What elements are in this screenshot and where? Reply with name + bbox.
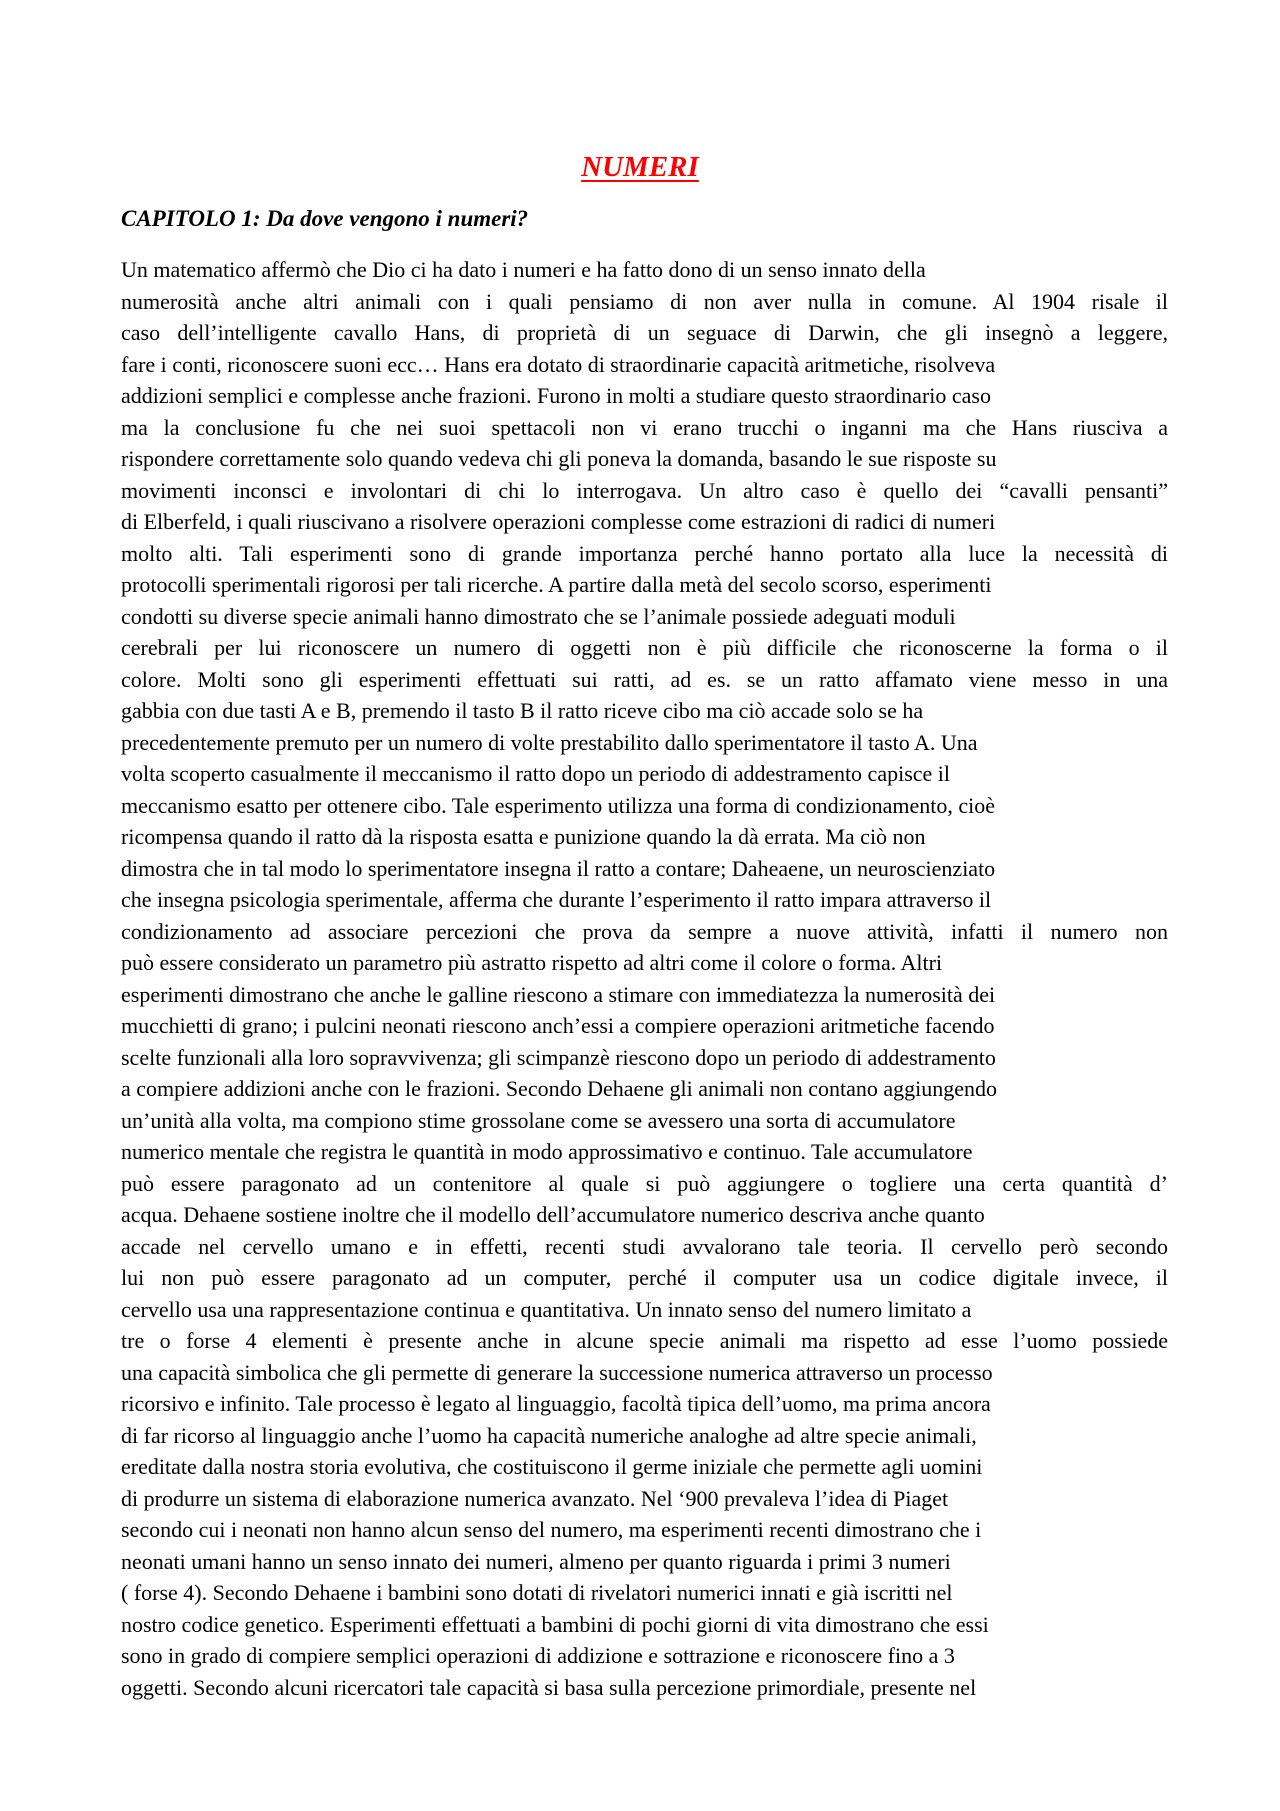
text-line: ereditate dalla nostra storia evolutiva, che costituiscono il germe iniziale che permette agli uomini	[121, 1454, 983, 1479]
text-line: volta scoperto casualmente il meccanismo il ratto dopo un periodo di addestramento capisce il	[121, 761, 951, 786]
text-line: scelte funzionali alla loro sopravvivenza; gli scimpanzè riescono dopo un periodo di addestramento	[121, 1044, 996, 1070]
text-line: secondo cui i neonati non hanno alcun senso del numero, ma esperimenti recenti dimostrano che i	[121, 1517, 982, 1542]
text-line: molto alti. Tali esperimenti sono di grande importanza perché hanno portato alla luce la necessità di	[121, 540, 1168, 566]
text-line: neonati umani hanno un senso innato dei numeri, almeno per quanto riguarda i primi 3 numeri	[121, 1548, 951, 1574]
text-line: meccanismo esatto per ottenere cibo. Tale esperimento utilizza una forma di condizionamento, cioè	[121, 792, 996, 818]
text-line: lui non può essere paragonato ad un computer, perché il computer usa un codice digitale invece, il	[121, 1265, 1168, 1290]
text-line: di Elberfeld, i quali riuscivano a risolvere operazioni complesse come estrazioni di radici di numeri	[121, 509, 996, 534]
text-line: a compiere addizioni anche con le frazioni. Secondo Dehaene gli animali non contano aggiungendo	[121, 1076, 998, 1101]
text-line: esperimenti dimostrano che anche le galline riescono a stimare con immediatezza la numerosità dei	[121, 981, 996, 1007]
text-line: condotti su diverse specie animali hanno dimostrato che se l’animale possiede adeguati moduli	[121, 603, 956, 629]
text-line: nostro codice genetico. Esperimenti effettuati a bambini di pochi giorni di vita dimostrano che essi	[121, 1611, 989, 1637]
text-line: che insegna psicologia sperimentale, afferma che durante l’esperimento il ratto impara attraverso il	[121, 887, 992, 912]
text-line: protocolli sperimentali rigorosi per tali ricerche. A partire dalla metà del secolo scorso, esperimenti	[121, 572, 992, 597]
document-title: NUMERI	[581, 151, 699, 183]
text-line: dimostra che in tal modo lo sperimentatore insegna il ratto a contare; Daheaene, un neuroscienziato	[121, 855, 996, 881]
text-line: precedentemente premuto per un numero di volte prestabilito dallo sperimentatore il tasto A. Una	[121, 729, 978, 755]
text-line: di far ricorso al linguaggio anche l’uomo ha capacità numeriche analoghe ad altre specie animali,	[121, 1422, 977, 1448]
text-line: ( forse 4). Secondo Dehaene i bambini sono dotati di rivelatori numerici innati e già iscritti nel	[121, 1580, 953, 1605]
body-paragraph	[121, 254, 1168, 1703]
text-line: cerebrali per lui riconoscere un numero di oggetti non è più difficile che riconoscerne la forma o il	[121, 635, 1168, 660]
text-line: Un matematico affermò che Dio ci ha dato i numeri e ha fatto dono di un senso innato della	[121, 257, 926, 282]
text-line: ma la conclusione fu che nei suoi spettacoli non vi erano trucchi o inganni ma che Hans riusciva a	[121, 414, 1168, 440]
text-line: acqua. Dehaene sostiene inoltre che il modello dell’accumulatore numerico descriva anche quanto	[121, 1202, 985, 1227]
text-line: accade nel cervello umano e in effetti, recenti studi avvalorano tale teoria. Il cervello però secondo	[121, 1233, 1168, 1259]
text-line: sono in grado di compiere semplici operazioni di addizione e sottrazione e riconoscere fino a 3	[121, 1643, 955, 1668]
text-line: può essere paragonato ad un contenitore al quale si può aggiungere o togliere una certa quantità d’	[121, 1170, 1168, 1196]
text-line: tre o forse 4 elementi è presente anche in alcune specie animali ma rispetto ad esse l’uomo possiede	[121, 1328, 1168, 1353]
text-line: condizionamento ad associare percezioni che prova da sempre a nuove attività, infatti il numero non	[121, 918, 1168, 944]
text-line: una capacità simbolica che gli permette di generare la successione numerica attraverso un processo	[121, 1359, 993, 1385]
text-line: un’unità alla volta, ma compiono stime grossolane come se avessero una sorta di accumulatore	[121, 1107, 956, 1133]
text-line: mucchietti di grano; i pulcini neonati riescono anch’essi a compiere operazioni aritmetiche facendo	[121, 1013, 995, 1038]
text-line: rispondere correttamente solo quando vedeva chi gli poneva la domanda, basando le sue risposte su	[121, 446, 997, 471]
text-line: cervello usa una rappresentazione continua e quantitativa. Un innato senso del numero limitato a	[121, 1296, 972, 1322]
text-line: fare i conti, riconoscere suoni ecc… Hans era dotato di straordinarie capacità aritmetiche, risolveva	[121, 351, 996, 377]
text-line: di produrre un sistema di elaborazione numerica avanzato. Nel ‘900 prevaleva l’idea di Piaget	[121, 1485, 949, 1511]
chapter-heading: CAPITOLO 1: Da dove vengono i numeri?	[121, 206, 529, 231]
text-line: può essere considerato un parametro più astratto rispetto ad altri come il colore o forma. Altri	[121, 950, 943, 975]
text-line: numerosità anche altri animali con i quali pensiamo di non aver nulla in comune. Al 1904 risale il	[121, 288, 1168, 314]
text-line: addizioni semplici e complesse anche frazioni. Furono in molti a studiare questo straordinario caso	[121, 383, 991, 408]
text-line: oggetti. Secondo alcuni ricercatori tale capacità si basa sulla percezione primordiale, presente nel	[121, 1674, 977, 1700]
text-line: colore. Molti sono gli esperimenti effettuati sui ratti, ad es. se un ratto affamato viene messo in una	[121, 666, 1168, 692]
text-line: ricompensa quando il ratto dà la risposta esatta e punizione quando la dà errata. Ma ciò non	[121, 824, 926, 849]
text-line: caso dell’intelligente cavallo Hans, di proprietà di un seguace di Darwin, che gli insegnò a leggere,	[121, 320, 1168, 345]
text-line: ricorsivo e infinito. Tale processo è legato al linguaggio, facoltà tipica dell’uomo, ma prima ancora	[121, 1391, 991, 1416]
text-line: numerico mentale che registra le quantità in modo approssimativo e continuo. Tale accumulatore	[121, 1139, 973, 1164]
text-line: gabbia con due tasti A e B, premendo il tasto B il ratto riceve cibo ma ciò accade solo se ha	[121, 698, 924, 723]
text-line: movimenti inconsci e involontari di chi lo interrogava. Un altro caso è quello dei “cavalli pensanti”	[121, 477, 1168, 503]
